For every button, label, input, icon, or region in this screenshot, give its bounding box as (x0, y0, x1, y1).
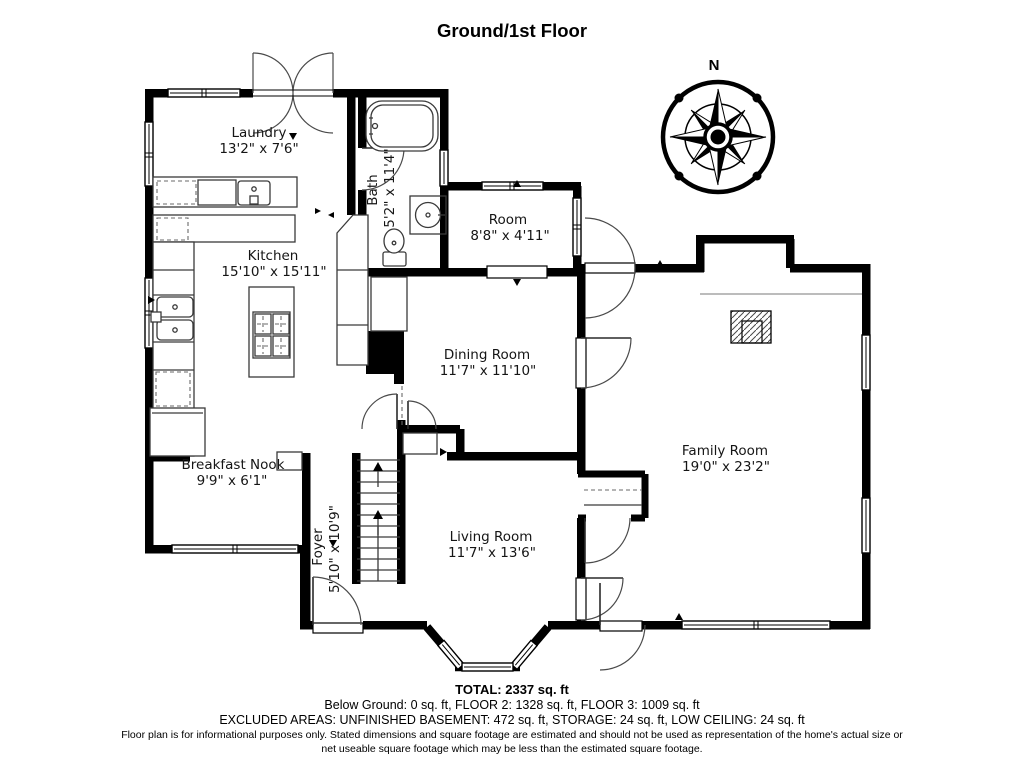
window-bay-right (511, 640, 537, 669)
refrigerator (150, 408, 205, 456)
opening-room-south (487, 266, 547, 278)
label-kitchen: Kitchen (247, 248, 299, 264)
kitchen-island (249, 287, 294, 377)
label-living-dims: 11'7" x 13'6" (448, 545, 536, 561)
window-nook-bottom (172, 545, 298, 553)
footer-excluded: EXCLUDED AREAS: UNFINISHED BASEMENT: 472 sq. ft, STORAGE: 24 sq. ft, LOW CEILING: 24 sq. ft (219, 713, 805, 727)
window-family-right-upper (862, 335, 870, 390)
page-title: Ground/1st Floor (436, 20, 588, 41)
fireplace (731, 311, 771, 343)
label-room: Room (488, 212, 528, 228)
label-family: Family Room (681, 443, 769, 459)
stairs-up-arrow (373, 510, 383, 535)
door-closet (585, 518, 630, 563)
label-family-dims: 19'0" x 23'2" (682, 459, 770, 475)
label-nook-dims: 9'9" x 6'1" (196, 473, 268, 489)
footer-total: TOTAL: 2337 sq. ft (455, 682, 569, 697)
label-bath: Bath (365, 174, 381, 206)
door-hall-stairs (362, 394, 397, 429)
window-room-top (482, 182, 543, 190)
closet-interior (584, 490, 642, 505)
stairs-up-arrow (373, 462, 383, 487)
window-laundry-left (145, 122, 153, 186)
window-family-right-lower (862, 498, 870, 553)
compass-north-label: N (708, 57, 720, 74)
kitchen-counter-top (153, 215, 295, 242)
label-bath-dims: 5'2" x 11'4" (382, 148, 398, 228)
label-foyer-dims: 5'10" x 10'9" (327, 505, 343, 593)
door-family-upper-entry (585, 218, 635, 318)
window-bay-bottom (462, 663, 513, 671)
door-dining-family (576, 338, 631, 388)
window-bath-right (440, 150, 448, 186)
label-nook: Breakfast Nook (181, 457, 285, 473)
bathtub (366, 101, 438, 151)
label-room-dims: 8'8" x 4'11" (470, 228, 550, 244)
french-doors-laundry (253, 53, 333, 133)
window-room-right (573, 198, 581, 256)
laundry-fixtures (153, 177, 297, 207)
window-laundry-top (168, 89, 240, 97)
staircase (357, 460, 400, 581)
footer-floors: Below Ground: 0 sq. ft, FLOOR 2: 1328 sq. ft, FLOOR 3: 1009 sq. ft (324, 698, 700, 712)
label-dining: Dining Room (443, 347, 531, 363)
label-foyer: Foyer (310, 528, 326, 566)
label-kitchen-dims: 15'10" x 15'11" (221, 264, 327, 280)
label-laundry: Laundry (231, 125, 287, 141)
chimney (366, 331, 404, 374)
compass-rose (663, 57, 773, 192)
label-living: Living Room (449, 529, 533, 545)
laundry-sink (238, 181, 270, 205)
footer-disclaimer: Floor plan is for informational purposes only. Stated dimensions and square footage are estimated and should not be used as representation of the home's actual size or net useable square footage which may be less than the estimated square footage. (121, 729, 903, 755)
window-family-bottom (682, 621, 830, 629)
footer (0, 682, 1024, 757)
door-rear-exterior (600, 583, 645, 670)
window-bay-left (438, 640, 464, 669)
label-laundry-dims: 13'2" x 7'6" (219, 141, 299, 157)
label-dining-dims: 11'7" x 11'10" (439, 363, 537, 379)
toilet (383, 229, 406, 266)
